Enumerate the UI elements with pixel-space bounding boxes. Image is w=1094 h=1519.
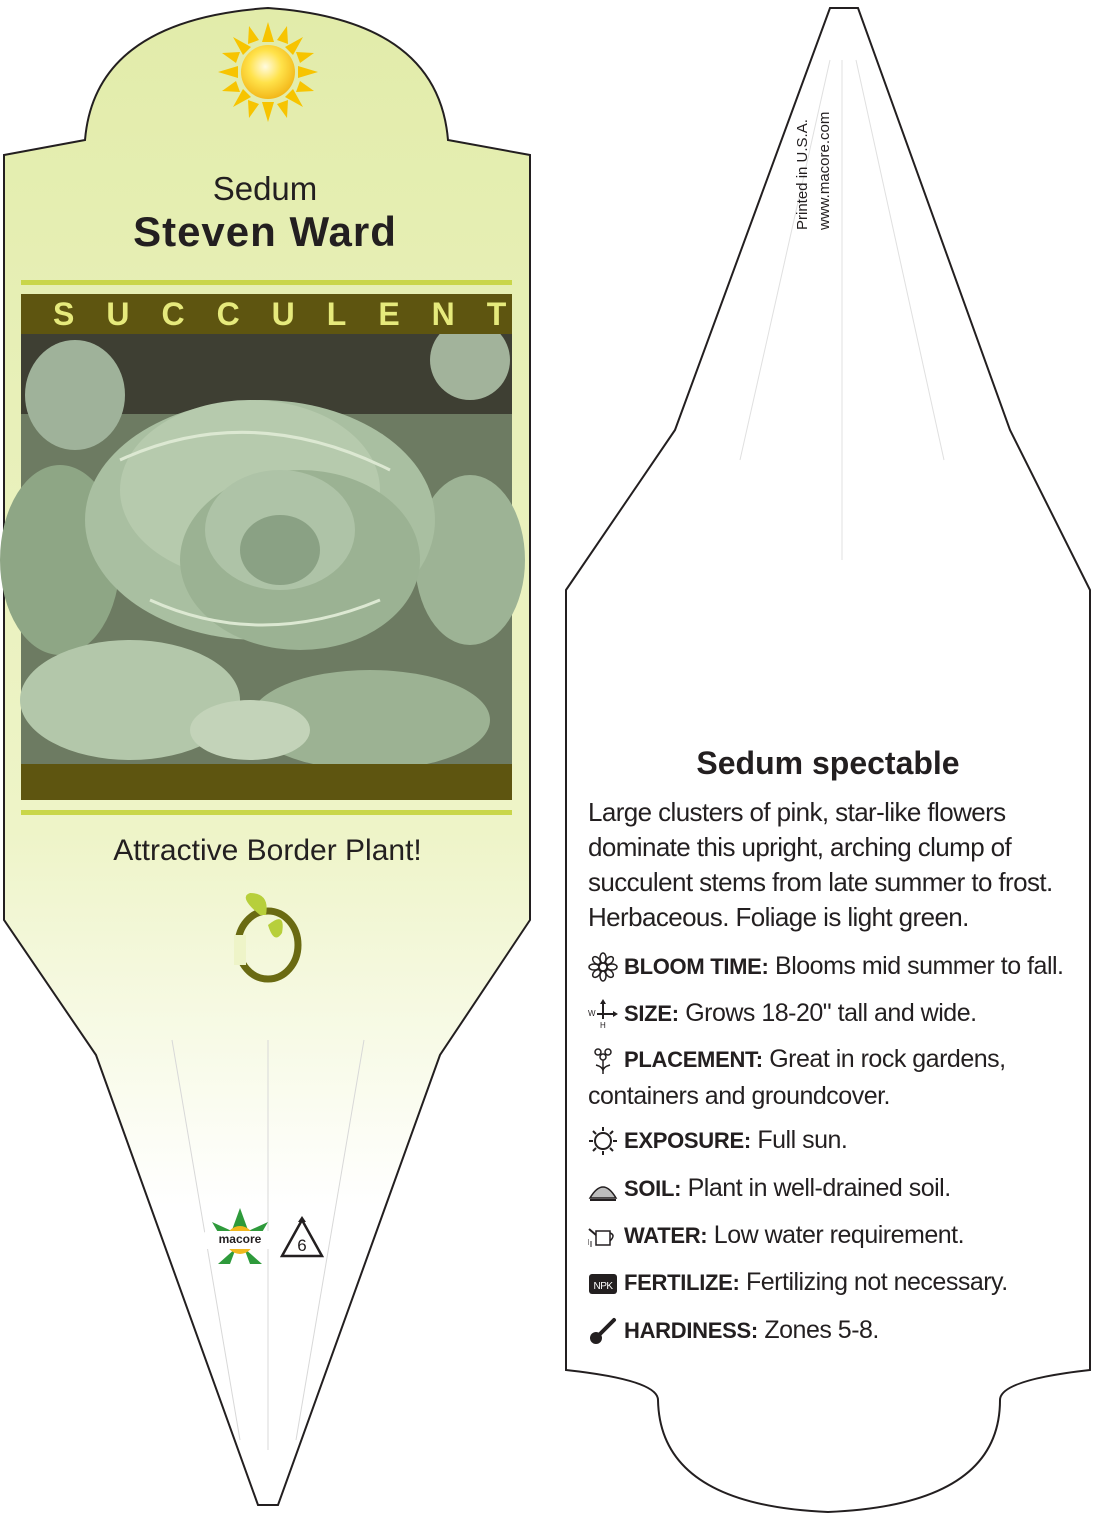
care-label: BLOOM TIME: [624, 954, 769, 979]
printed-in-label [792, 70, 840, 230]
care-label: FERTILIZE: [624, 1270, 740, 1295]
care-text: Full sun. [757, 1126, 848, 1154]
sun-exposure-icon [588, 1126, 618, 1156]
tagline: Attractive Border Plant! [113, 834, 422, 867]
genus-name: Sedum [212, 170, 318, 207]
sun-icon [218, 22, 318, 122]
npk-fertilizer-icon [588, 1268, 618, 1298]
care-label: EXPOSURE: [624, 1128, 751, 1153]
macore-logo-text: macore [218, 1232, 262, 1246]
care-fertilize [588, 1264, 1078, 1301]
printed-in: Printed in U.S.A. [794, 119, 811, 230]
care-hardiness [588, 1312, 1078, 1349]
care-text: Fertilizing not necessary. [746, 1268, 1008, 1296]
npk-label: NPK [593, 1281, 613, 1293]
cultivar-name: Steven Ward [133, 208, 397, 255]
plant-photo-art [0, 320, 525, 770]
category-label: SUCCULENT [53, 296, 539, 332]
care-water [588, 1217, 1078, 1254]
accent-line-top [21, 280, 512, 285]
care-exposure [588, 1122, 1078, 1159]
size-arrows-icon [588, 999, 618, 1029]
care-text: Grows 18-20" tall and wide. [685, 999, 977, 1027]
care-size [588, 995, 1078, 1032]
care-soil [588, 1170, 1078, 1207]
care-text: Great in rock gardens, containers and groundcover. [588, 1045, 1006, 1110]
care-text: Low water requirement. [713, 1221, 965, 1249]
care-placement [588, 1041, 1078, 1114]
care-text: Blooms mid summer to fall. [775, 952, 1064, 980]
care-label: SOIL: [624, 1176, 682, 1201]
species-name: Sedum spectable [696, 745, 960, 781]
soil-pile-icon [588, 1174, 618, 1204]
website: www.macore.com [816, 111, 833, 230]
care-text: Plant in well-drained soil. [687, 1174, 951, 1202]
placement-plants-icon [588, 1045, 618, 1075]
thermometer-icon [588, 1316, 618, 1346]
watering-can-icon [588, 1221, 618, 1251]
size-h-letter: H [600, 1021, 606, 1030]
care-bloom-time [588, 948, 1078, 985]
photo-bottom-band [21, 764, 512, 800]
care-label: WATER: [624, 1223, 708, 1248]
description: Large clusters of pink, star-like flowers dominate this upright, arching clump of succulent stems from late summer to frost. Herbaceous. Foliage is light green. [588, 797, 1053, 932]
care-label: HARDINESS: [624, 1318, 758, 1343]
care-label: PLACEMENT: [624, 1047, 763, 1072]
flower-icon [588, 952, 618, 982]
recycle-code: 6 [297, 1236, 307, 1255]
care-label: SIZE: [624, 1001, 679, 1026]
accent-line-bottom [21, 810, 512, 815]
size-w-letter: W [588, 1009, 596, 1019]
care-text: Zones 5-8. [764, 1316, 879, 1344]
